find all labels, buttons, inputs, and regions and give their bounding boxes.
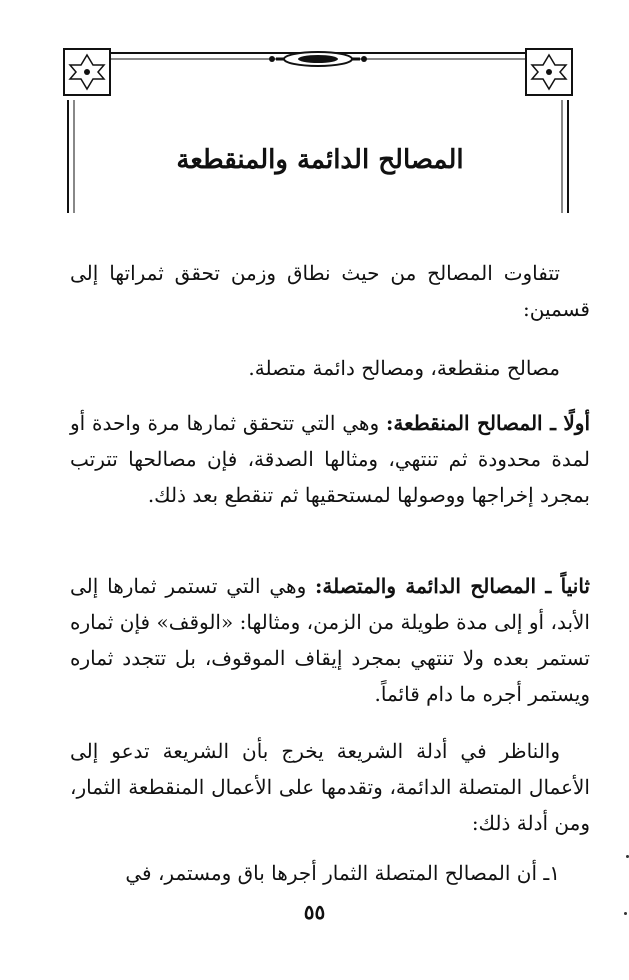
page-number: ٥٥ — [303, 900, 326, 924]
paragraph-categories: مصالح منقطعة، ومصالح دائمة متصلة. — [248, 356, 560, 380]
second-text: وهي التي تستمر ثمارها إلى الأبد، أو إلى مدة طويلة من الزمن، ومثالها: «الوقف» فإن ثماره تستمر بعده ولا تنتهي بمجرد إيقاف الموقوف، بل تتجدد ثماره ويستمر أجره ما دام قائماً. — [70, 574, 590, 706]
chapter-title: المصالح الدائمة والمنقطعة — [176, 145, 464, 175]
paragraph-first — [70, 405, 590, 513]
paragraph-second — [70, 568, 590, 712]
scan-speck — [624, 912, 627, 915]
paragraph-point-one: ١ـ أن المصالح المتصلة الثمار أجرها باق ومستمر، في — [125, 861, 560, 885]
decorative-title-frame — [60, 45, 576, 215]
first-heading: أولًا ـ المصالح المنقطعة: — [385, 411, 590, 435]
second-heading: ثانياً ـ المصالح الدائمة والمتصلة: — [315, 574, 590, 598]
first-text: وهي التي تتحقق ثمارها مرة واحدة أو لمدة محدودة ثم تنتهي، ومثالها الصدقة، فإن مصالحها تترتب بمجرد إخراجها ووصولها لمستحقيها ثم تنقطع بعد ذلك. — [70, 411, 590, 507]
paragraph-evidence: والناظر في أدلة الشريعة يخرج بأن الشريعة تدعو إلى الأعمال المتصلة الدائمة، وتقدمها على الأعمال المنقطعة الثمار، ومن أدلة ذلك: — [70, 739, 590, 835]
paragraph-intro: تتفاوت المصالح من حيث نطاق وزمن تحقق ثمراتها إلى قسمين: — [70, 261, 590, 321]
